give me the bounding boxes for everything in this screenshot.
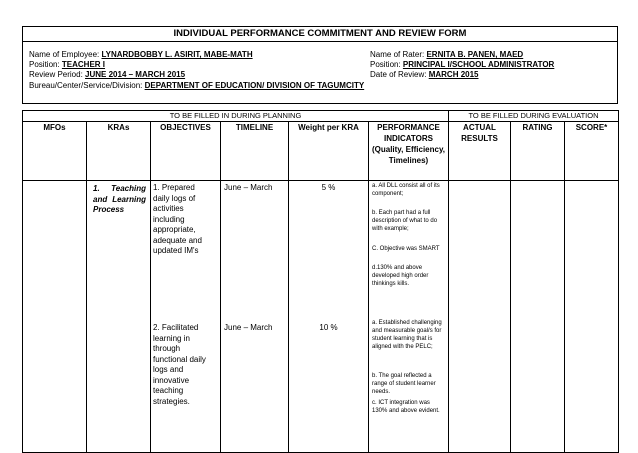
rating-cell <box>511 181 565 453</box>
header-mfos: MFOs <box>23 122 87 181</box>
score-cell <box>565 181 619 453</box>
header-weight: Weight per KRA <box>289 122 369 181</box>
employee-position: TEACHER I <box>61 60 106 70</box>
timeline-2: June – March <box>224 323 273 332</box>
table-row <box>23 181 619 453</box>
position-line: Position: TEACHER I <box>29 60 106 70</box>
objective-1: 1. Prepared daily logs of activities including appropriate, adequate and updated IM's <box>153 183 202 255</box>
indicator-3: C. Objective was SMART <box>372 246 440 252</box>
rater-info <box>370 50 554 81</box>
indicator-6: b. The goal reflected a range of student learner needs. <box>372 373 436 395</box>
planning-band: TO BE FILLED IN DURING PLANNING <box>23 111 449 122</box>
employee-info <box>29 50 364 91</box>
employee-name: LYNARDBOBBY L. ASIRIT, MABE-MATH <box>101 50 253 59</box>
header-kras: KRAs <box>87 122 151 181</box>
actual-results-cell <box>449 181 511 453</box>
form-title: INDIVIDUAL PERFORMANCE COMMITMENT AND REVIEW FORM <box>22 26 618 42</box>
info-section <box>22 42 618 104</box>
indicator-7: c. ICT integration was 130% and above evident. <box>372 400 440 414</box>
header-rating: RATING <box>511 122 565 181</box>
header-row <box>23 122 619 181</box>
indicator-5: a. Established challenging and measurable goal/s for student learning that is aligned with the PELC; <box>372 320 442 350</box>
weight-1: 5 % <box>321 183 336 192</box>
weight-cell <box>289 181 369 453</box>
indicators-cell <box>369 181 449 453</box>
timeline-1: June – March <box>224 183 273 192</box>
kra-cell: 1. Teaching and Learning Process <box>87 181 151 453</box>
header-score: SCORE* <box>565 122 619 181</box>
review-date: MARCH 2015 <box>428 70 479 80</box>
evaluation-band: TO BE FILLED DURING EVALUATION <box>449 111 619 122</box>
header-objectives: OBJECTIVES <box>151 122 221 181</box>
review-period: JUNE 2014 – MARCH 2015 <box>85 70 186 80</box>
rater-name: ERNITA B. PANEN, MAED <box>426 50 524 59</box>
period-line: Review Period: JUNE 2014 – MARCH 2015 <box>29 70 186 80</box>
objectives-cell <box>151 181 221 453</box>
bureau-line: Bureau/Center/Service/Division: DEPARTMENT OF EDUCATION/ DIVISION OF TAGUMCITY <box>29 80 365 90</box>
header-timeline: TIMELINE <box>221 122 289 181</box>
timeline-cell <box>221 181 289 453</box>
indicator-2: b. Each part had a full description of what to do with example; <box>372 210 438 232</box>
indicator-4: d.130% and above developed high order thinkings kills. <box>372 265 429 287</box>
fill-band-row <box>23 111 619 122</box>
rater-position: PRINCIPAL I/SCHOOL ADMINISTRATOR <box>402 60 555 70</box>
objective-2: 2. Facilitated learning in through functional daily logs and innovative teaching strategies. <box>153 323 206 406</box>
mfo-cell <box>23 181 87 453</box>
header-actual: ACTUAL RESULTS <box>449 122 511 181</box>
rater-line: Name of Rater: ERNITA B. PANEN, MAED <box>370 50 524 59</box>
review-date-line: Date of Review: MARCH 2015 <box>370 70 479 80</box>
indicator-1: a. All DLL consist all of its component; <box>372 183 440 197</box>
rater-position-line: Position: PRINCIPAL I/SCHOOL ADMINISTRATOR <box>370 60 555 70</box>
bureau-value: DEPARTMENT OF EDUCATION/ DIVISION OF TAGUMCITY <box>144 80 365 90</box>
weight-2: 10 % <box>319 323 338 332</box>
employee-line: Name of Employee: LYNARDBOBBY L. ASIRIT, MABE-MATH <box>29 50 253 59</box>
commitment-table <box>22 110 619 453</box>
header-performance: PERFORMANCE INDICATORS (Quality, Efficiency, Timelines) <box>369 122 449 181</box>
